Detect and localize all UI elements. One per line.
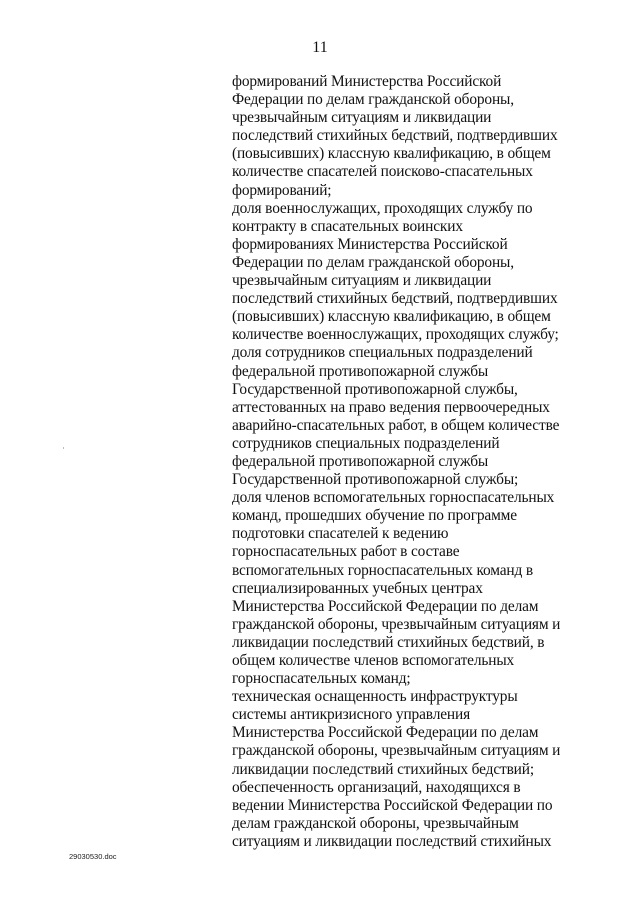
- body-text-line: Министерства Российской Федерации по делам: [232, 724, 539, 742]
- body-text-line: ликвидации последствий стихийных бедствий;: [232, 760, 534, 778]
- body-text-line: чрезвычайным ситуациям и ликвидации: [232, 272, 492, 290]
- body-text-line: формирований Министерства Российской: [232, 73, 502, 90]
- body-text-line: гражданской обороны, чрезвычайным ситуациям и: [232, 742, 561, 760]
- body-text-line: подготовки спасателей к ведению: [232, 525, 449, 543]
- body-text-line: Государственной противопожарной службы,: [232, 380, 518, 398]
- body-text-line: контракту в спасательных воинских: [232, 217, 463, 235]
- body-text-line: (повысивших) классную квалификацию, в общем: [232, 308, 551, 326]
- body-text-line: аварийно-спасательных работ, в общем количестве: [232, 416, 560, 434]
- body-text-line: горноспасательных работ в составе: [232, 543, 460, 561]
- body-text-line: чрезвычайным ситуациям и ликвидации: [232, 109, 492, 127]
- body-text-line: количестве спасателей поисково-спасательных: [232, 163, 533, 181]
- body-text-line: Министерства Российской Федерации по делам: [232, 597, 539, 615]
- body-text-line: Федерации по делам гражданской обороны,: [232, 253, 514, 271]
- body-text-line: формированиях Министерства Российской: [232, 235, 508, 253]
- body-text-line: команд, прошедших обучение по программе: [232, 507, 517, 525]
- body-text-line: гражданской обороны, чрезвычайным ситуациям и: [232, 615, 561, 633]
- body-text-line: последствий стихийных бедствий, подтвердивших: [232, 290, 558, 308]
- body-text-line: ведении Министерства Российской Федерации по: [232, 796, 553, 814]
- body-text-line: Государственной противопожарной службы;: [232, 471, 519, 489]
- body-text-line: обеспеченность организаций, находящихся в: [232, 778, 521, 796]
- body-text-line: сотрудников специальных подразделений: [232, 434, 500, 452]
- body-text-line: техническая оснащенность инфраструктуры: [232, 688, 518, 706]
- body-text-line: федеральной противопожарной службы: [232, 452, 489, 470]
- body-text-line: доля членов вспомогательных горноспасательных: [232, 489, 555, 507]
- body-text-line: аттестованных на право ведения первоочередных: [232, 398, 550, 416]
- body-text-line: количестве военнослужащих, проходящих службу;: [232, 326, 559, 344]
- body-text-line: ситуациям и ликвидации последствий стихийных: [232, 832, 552, 850]
- body-text-line: делам гражданской обороны, чрезвычайным: [232, 814, 519, 832]
- body-text-line: доля сотрудников специальных подразделений: [232, 344, 533, 362]
- body-text-line: вспомогательных горноспасательных команд в: [232, 561, 534, 579]
- body-text-line: общем количестве членов вспомогательных: [232, 652, 515, 669]
- body-text-line: ликвидации последствий стихийных бедствий, в: [232, 633, 545, 651]
- body-text-line: федеральной противопожарной службы: [232, 362, 489, 380]
- body-text-line: Федерации по делам гражданской обороны,: [232, 91, 514, 109]
- body-text-line: формирований;: [232, 181, 332, 199]
- body-text-line: доля военнослужащих, проходящих службу по: [232, 199, 533, 217]
- page-number: 11: [312, 39, 328, 56]
- footer-filename: 29030530.doc: [69, 852, 117, 861]
- body-text-line: системы антикризисного управления: [232, 706, 471, 724]
- body-text-line: (повысивших) классную квалификацию, в общем: [232, 145, 551, 163]
- document-body-text: [232, 73, 572, 851]
- body-text-line: последствий стихийных бедствий, подтвердивших: [232, 127, 558, 145]
- scan-artifact-mark: [63, 447, 64, 449]
- body-text-line: горноспасательных команд;: [232, 670, 411, 688]
- body-text-line: специализированных учебных центрах: [232, 579, 483, 597]
